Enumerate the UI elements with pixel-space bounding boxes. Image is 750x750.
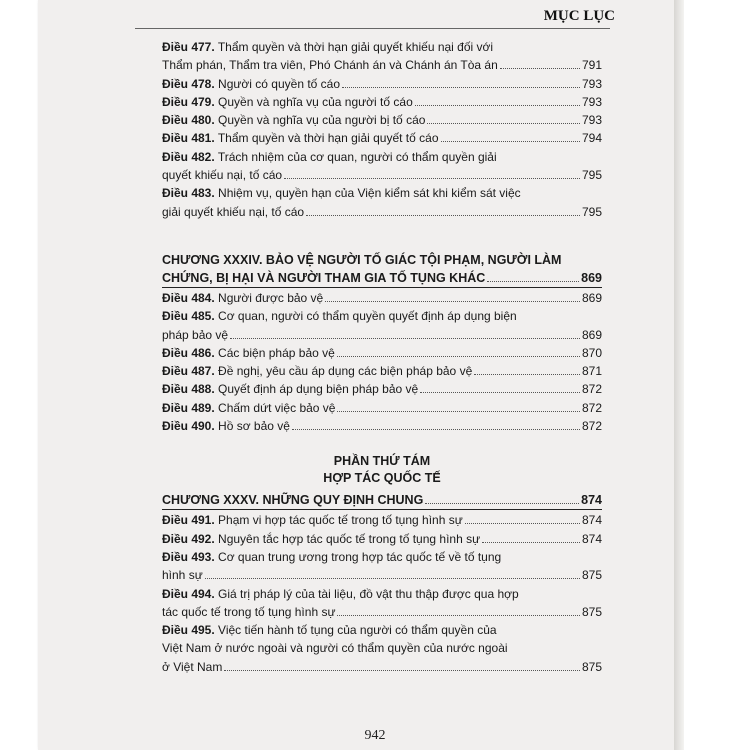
toc-entry-486: Điều 486. Các biện pháp bảo vệ 870 <box>162 344 602 362</box>
page-ref: 793 <box>581 76 602 91</box>
page-header: MỤC LỤC <box>543 8 615 24</box>
toc-entry-483: Điều 483. Nhiệm vụ, quyền hạn của Viện kiểm sát khi kiểm sát việc giải quyết khiếu nại, tố cáo 795 <box>162 184 602 221</box>
chapter-rule <box>162 509 602 510</box>
toc-entry-491: Điều 491. Phạm vi hợp tác quốc tế trong tố tụng hình sự 874 <box>162 511 602 529</box>
page-ref: 869 <box>581 270 602 285</box>
page-ref: 793 <box>581 113 602 128</box>
page-ref: 874 <box>581 493 602 508</box>
page-ref: 874 <box>581 531 602 546</box>
chapter-rule <box>162 287 602 288</box>
toc-content <box>162 38 602 676</box>
part-heading: PHẦN THỨ TÁM HỢP TÁC QUỐC TẾ <box>323 454 441 486</box>
page-ref: 875 <box>581 604 602 619</box>
toc-entry-481: Điều 481. Thẩm quyền và thời hạn giải quyết tố cáo 794 <box>162 129 602 147</box>
page-ref: 869 <box>581 290 602 305</box>
page-ref: 795 <box>581 204 602 219</box>
toc-entry-477: Điều 477. Thẩm quyền và thời hạn giải quyết khiếu nại đối với Thẩm phán, Thẩm tra viên, Phó Chánh án và Chánh án Tòa án 791 <box>162 38 602 75</box>
chapter-heading-35: CHƯƠNG XXXV. NHỮNG QUY ĐỊNH CHUNG 874 <box>162 493 602 508</box>
page-ref: 791 <box>581 58 602 73</box>
page-ref: 871 <box>581 364 602 379</box>
page-number: 942 <box>364 728 386 743</box>
page-ref: 872 <box>581 400 602 415</box>
toc-entry-479: Điều 479. Quyền và nghĩa vụ của người tố cáo 793 <box>162 93 602 111</box>
page-ref: 872 <box>581 419 602 434</box>
toc-entry-490: Điều 490. Hồ sơ bảo vệ 872 <box>162 417 602 435</box>
toc-entry-488: Điều 488. Quyết định áp dụng biện pháp bảo vệ 872 <box>162 380 602 398</box>
page-ref: 795 <box>581 168 602 183</box>
page-ref: 793 <box>581 94 602 109</box>
toc-entry-478: Điều 478. Người có quyền tố cáo 793 <box>162 75 602 93</box>
page-ref: 872 <box>581 382 602 397</box>
chapter-heading-34: CHƯƠNG XXXIV. BẢO VỆ NGƯỜI TỐ GIÁC TỘI PHẠM, NGƯỜI LÀM CHỨNG, BỊ HẠI VÀ NGƯỜI THAM GIA TỐ TỤNG KHÁC 869 <box>162 252 602 285</box>
toc-entry-494: Điều 494. Giá trị pháp lý của tài liệu, đồ vật thu thập được qua hợp tác quốc tế trong tố tụng hình sự 875 <box>162 585 602 622</box>
page-ref: 874 <box>581 513 602 528</box>
page-ref: 875 <box>581 659 602 674</box>
page-ref: 870 <box>581 345 602 360</box>
toc-entry-489: Điều 489. Chấm dứt việc bảo vệ 872 <box>162 399 602 417</box>
toc-entry-480: Điều 480. Quyền và nghĩa vụ của người bị tố cáo 793 <box>162 111 602 129</box>
toc-entry-492: Điều 492. Nguyên tắc hợp tác quốc tế trong tố tụng hình sự 874 <box>162 530 602 548</box>
page-ref: 875 <box>581 568 602 583</box>
toc-entry-482: Điều 482. Trách nhiệm của cơ quan, người có thẩm quyền giải quyết khiếu nại, tố cáo 795 <box>162 148 602 185</box>
page-ref: 794 <box>581 131 602 146</box>
page-edge <box>674 0 684 750</box>
toc-entry-495: Điều 495. Việc tiến hành tố tụng của người có thẩm quyền của Việt Nam ở nước ngoài và người có thẩm quyền của nước ngoài ở Việt Nam 875 <box>162 621 602 676</box>
toc-entry-484: Điều 484. Người được bảo vệ 869 <box>162 289 602 307</box>
toc-entry-493: Điều 493. Cơ quan trung ương trong hợp tác quốc tế về tố tụng hình sự 875 <box>162 548 602 585</box>
header-rule <box>135 28 610 29</box>
toc-entry-487: Điều 487. Đề nghị, yêu cầu áp dụng các biện pháp bảo vệ 871 <box>162 362 602 380</box>
toc-entry-485: Điều 485. Cơ quan, người có thẩm quyền quyết định áp dụng biện pháp bảo vệ 869 <box>162 307 602 344</box>
page-ref: 869 <box>581 327 602 342</box>
